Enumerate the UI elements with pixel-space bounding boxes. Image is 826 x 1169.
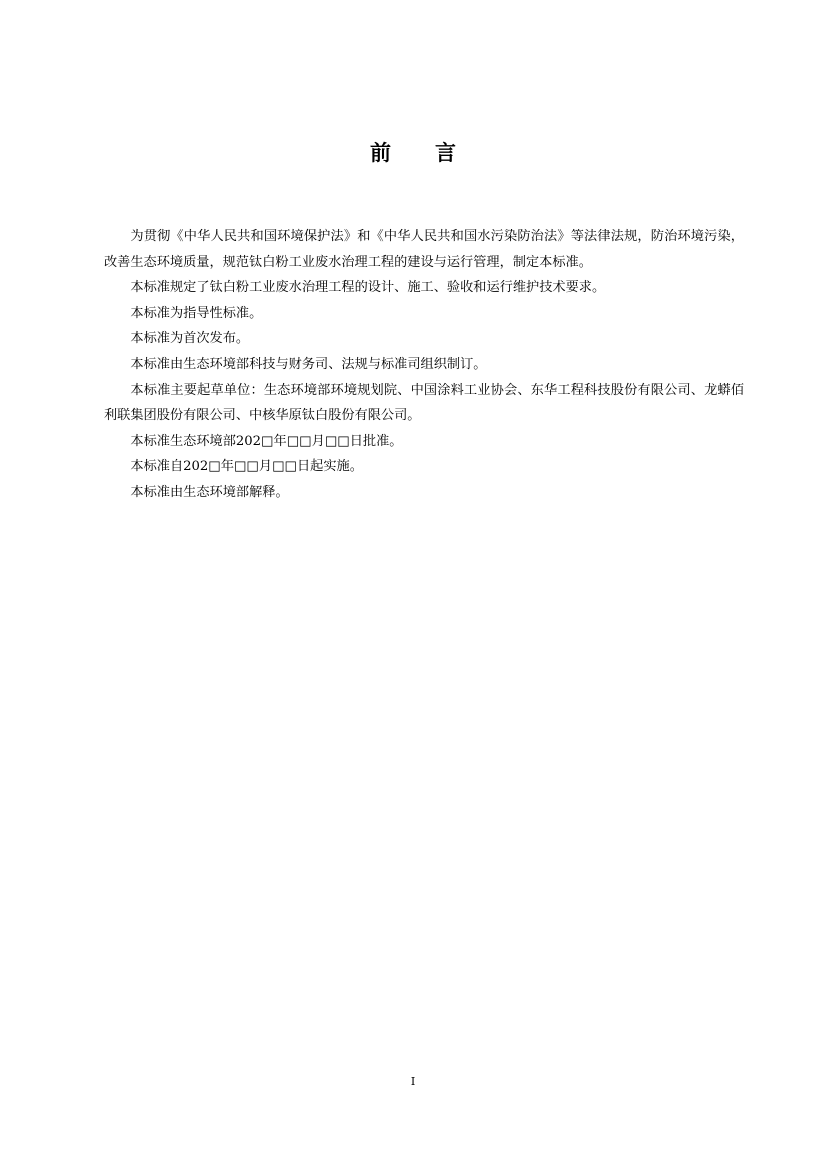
paragraph-interpretation: 本标准由生态环境部解释。: [130, 484, 289, 500]
paragraph-first-release: 本标准为首次发布。: [130, 331, 250, 347]
paragraph-effective-date: 本标准自202□年□□月□□日起实施。: [130, 459, 363, 475]
paragraph-organizer: 本标准由生态环境部科技与财务司、法规与标准司组织制订。: [130, 356, 487, 372]
paragraph-purpose: 为贯彻《中华人民共和国环境保护法》和《中华人民共和国水污染防治法》等法律法规，防治环境污染，改善生态环境质量，规范钛白粉工业废水治理工程的建设与运行管理，制定本标准。: [104, 229, 744, 270]
paragraph-nature: 本标准为指导性标准。: [130, 305, 263, 321]
page-title: 前言: [370, 141, 500, 165]
paragraph-approval-date: 本标准生态环境部202□年□□月□□日批准。: [130, 433, 403, 449]
paragraph-scope: 本标准规定了钛白粉工业废水治理工程的设计、施工、验收和运行维护技术要求。: [130, 280, 606, 296]
foreword-body: [104, 224, 744, 506]
page-number: I: [410, 1075, 416, 1088]
paragraph-drafting-units: 本标准主要起草单位：生态环境部环境规划院、中国涂料工业协会、东华工程科技股份有限公司、龙蟒佰利联集团股份有限公司、中核华原钛白股份有限公司。: [104, 382, 744, 424]
